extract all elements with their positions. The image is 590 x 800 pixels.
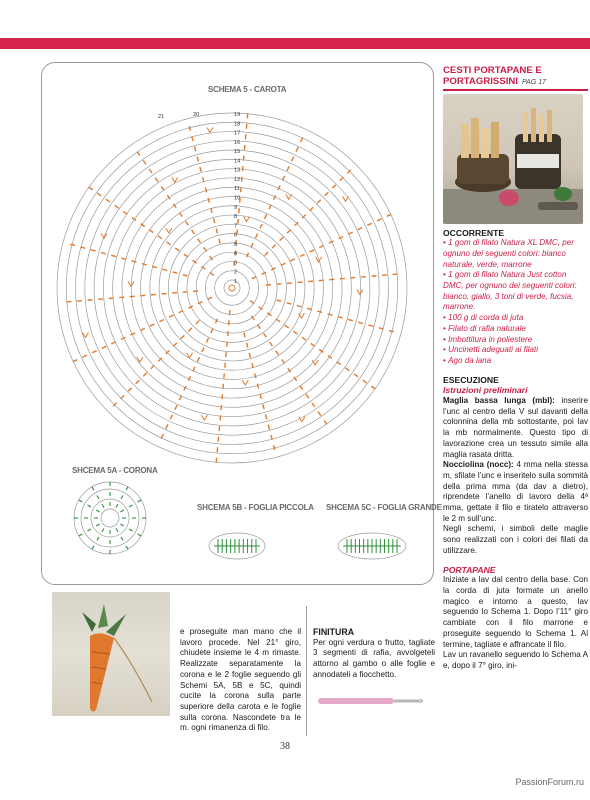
page-reference: PAG 17 [521, 79, 546, 86]
corona-stitch [120, 510, 123, 512]
stitch-mark [196, 320, 200, 324]
round-ring [94, 150, 370, 426]
stitch-mark [367, 223, 372, 225]
round-number-label: 5 [234, 241, 238, 248]
stitch-mark [278, 186, 280, 191]
increase-mark [166, 228, 172, 233]
round-number-label: 7 [234, 223, 238, 230]
portapane-paragraph-2: Lav un ravanello seguendo lo Schema A e, dopo il 7° giro, ini- [443, 650, 588, 670]
round-number-label: 14 [234, 158, 241, 165]
round-number-label: 8 [234, 214, 238, 221]
stitch-mark [210, 272, 214, 275]
stitch-mark [379, 328, 384, 329]
corona-stitch [126, 546, 128, 549]
stitch-mark [198, 302, 203, 304]
round-ring [196, 252, 268, 324]
round-number-label: 21 [158, 114, 165, 120]
sidebar-title-line1: CESTI PORTAPANE E [443, 65, 542, 76]
stitch-mark [170, 415, 172, 420]
stitch-mark [150, 324, 155, 326]
stitch-mark [246, 343, 247, 348]
round-number-label: 12 [234, 176, 241, 183]
stitch-mark [306, 394, 309, 398]
stitch-mark [206, 338, 208, 343]
increase-mark [242, 380, 248, 385]
stitch-mark [216, 228, 217, 233]
round-number-label: 11 [234, 186, 240, 193]
mbl-paragraph [443, 396, 588, 460]
increase-mark [244, 217, 250, 222]
stitch-mark [368, 325, 373, 326]
stitch-mark [91, 250, 96, 251]
stitch-mark [252, 363, 253, 368]
finitura-heading: FINITURA [313, 627, 355, 637]
round-number-label: 17 [234, 130, 241, 137]
stitch-mark [246, 253, 248, 258]
stitch-mark [211, 208, 212, 213]
stitch-mark [142, 264, 147, 265]
stitch-mark [287, 230, 291, 234]
round-ring [103, 159, 360, 416]
round-number-label: 9 [234, 204, 238, 211]
corona-stitch [120, 524, 123, 526]
round-ring [187, 243, 277, 333]
stitch-mark [183, 275, 188, 276]
stitch-mark [337, 362, 341, 365]
stitch-mark [283, 176, 285, 181]
corona-stitch [79, 500, 82, 502]
occorrente-heading: OCCORRENTE [443, 227, 505, 238]
stitch-mark [271, 435, 272, 440]
stitch-mark [252, 277, 257, 279]
stitch-mark [155, 178, 158, 182]
stitch-mark [181, 335, 185, 339]
round-number-label: 19 [234, 112, 241, 118]
stitch-mark [121, 258, 126, 259]
stitch-mark [250, 301, 254, 304]
corona-stitch [129, 529, 132, 531]
stitch-mark [287, 166, 289, 171]
stitch-mark [257, 384, 258, 389]
round-ring [178, 234, 287, 343]
stitch-mark [162, 269, 167, 270]
round-number-label: 4 [234, 251, 238, 258]
round-number-label: 6 [234, 232, 238, 239]
increase-mark [172, 177, 178, 182]
corona-stitch [87, 529, 90, 531]
stitch-mark [101, 252, 106, 253]
stitch-mark [173, 272, 178, 273]
stitch-mark [204, 247, 207, 251]
stitch-mark [179, 396, 181, 401]
stitch-mark [140, 328, 145, 330]
corona-stitch [97, 495, 99, 498]
stitch-mark [296, 147, 298, 152]
round-number-label: 16 [234, 139, 241, 146]
stitch-mark [265, 252, 269, 256]
stitch-mark [80, 247, 85, 248]
round-ring [215, 271, 250, 306]
increase-mark [201, 415, 207, 420]
mbl-text: inserire l’unc al centro della V sul davanti della colonnina della mb sottostante, poi lav la mb normalmente. Questo tipo di lavorazione crea un tessuto simile alla maglia rasata dritta. [443, 396, 588, 459]
material-item: • Ago da lana [443, 356, 588, 367]
corona-stitch [121, 495, 123, 498]
schema5a-title: SHCEMA 5A - CORONA [72, 466, 158, 475]
stitch-mark [273, 195, 275, 200]
round-ring [122, 178, 342, 398]
stitch-mark [137, 152, 140, 156]
stitch-mark [255, 373, 256, 378]
stitch-mark [215, 319, 217, 324]
stitch-mark [89, 187, 93, 190]
stitch-mark [264, 333, 267, 337]
round-number-label: 20 [193, 112, 200, 118]
stitch-mark [175, 405, 177, 410]
stitch-mark [301, 138, 303, 143]
stitch-mark [208, 198, 209, 203]
stitch-mark [338, 317, 343, 318]
stitch-mark [166, 424, 168, 429]
basket-illustration [443, 94, 583, 224]
stitch-mark [200, 167, 201, 172]
stitch-mark [123, 211, 127, 214]
stitch-mark [387, 214, 392, 216]
stitch-mark [152, 266, 157, 267]
column-divider [306, 606, 307, 736]
corona-stitch [96, 510, 99, 512]
stitch-mark [203, 177, 204, 182]
mbl-term: Maglia bassa lunga (mbl): [443, 396, 555, 406]
stitch-mark [188, 306, 193, 308]
stitch-mark [121, 337, 126, 339]
stitch-mark [194, 146, 195, 151]
stitch-mark [106, 199, 110, 202]
stitch-mark [169, 315, 174, 317]
stitch-mark [257, 325, 260, 329]
stitch-mark [214, 218, 215, 223]
istruzioni-heading: Istruzioni preliminari [443, 385, 528, 396]
stitch-mark [161, 186, 164, 190]
stitch-mark [189, 126, 190, 131]
stitch-mark [192, 230, 195, 234]
material-item: • Uncinetti adeguati ai filati [443, 345, 588, 356]
stitch-mark [179, 212, 182, 216]
stitch-mark [149, 230, 153, 233]
carrot-illustration [52, 592, 170, 716]
stitch-mark [207, 297, 212, 299]
stitch-mark [132, 261, 137, 262]
stitch-mark [260, 224, 262, 229]
round-number-label: 15 [234, 149, 241, 156]
stitch-mark [348, 232, 353, 234]
stitch-mark [282, 359, 285, 363]
stitch-mark [260, 394, 261, 399]
round-ring [168, 224, 295, 351]
stitch-mark [297, 306, 302, 307]
stitch-mark [167, 242, 171, 245]
round-number-label: 18 [234, 121, 241, 128]
round-ring [113, 169, 352, 408]
stitch-mark [111, 255, 116, 256]
stitch-mark [205, 187, 206, 192]
stitch-mark [264, 214, 266, 219]
stitch-mark [345, 368, 349, 371]
corona-stitch [79, 534, 82, 536]
stitch-mark [175, 248, 179, 251]
stitch-mark [389, 331, 394, 332]
corona-stitch [116, 504, 118, 507]
stitch-mark [188, 328, 192, 332]
schema5c-title: SHCEMA 5C - FOGLIA GRANDE [326, 503, 442, 512]
round-number-label: 3 [234, 260, 238, 267]
stitch-mark [70, 244, 75, 245]
nocc-paragraph [443, 460, 588, 524]
nocc-text: 4 mma nella stessa m, sfilate l’unc e inseritelo sulla sommità della prima mma (da dav a dietro), riprendete l’anello di lavoro della 4ª mma, gettate il filo e tiratelo attraverso le 2 m sull’unc. [443, 460, 588, 523]
stitch-mark [158, 236, 162, 239]
corona-stitch [116, 528, 118, 531]
sidebar-rule [443, 89, 588, 91]
round-number-label: 10 [234, 195, 241, 202]
material-item: • 100 g di corda di juta [443, 313, 588, 324]
page-number: 38 [280, 741, 290, 752]
stitch-mark [324, 420, 327, 424]
corona-stitch [102, 528, 104, 531]
increase-mark [207, 128, 213, 133]
stitch-mark [219, 239, 220, 244]
corona-stitch [129, 505, 132, 507]
stitch-mark [332, 185, 336, 189]
stitch-mark [328, 314, 333, 315]
stitch-mark [197, 357, 199, 362]
stitch-mark [211, 328, 213, 333]
stitch-mark [149, 169, 152, 173]
corona-stitch [138, 534, 141, 536]
corona-stitch [126, 487, 128, 490]
sidebar-title-line2-text: PORTAGRISSINI [443, 76, 518, 87]
stitch-mark [272, 245, 276, 249]
stitch-mark [312, 403, 315, 407]
stitch-mark [307, 308, 312, 309]
round-ring [205, 261, 258, 314]
schema5-title: SCHEMA 5 - CAROTA [208, 85, 287, 94]
basket-photo [443, 94, 583, 224]
corona-stitch [92, 546, 94, 549]
stitch-mark [244, 332, 245, 337]
stitch-mark [263, 404, 264, 409]
material-item: • 1 gom di filato Natura Just cotton DMC, per ognuno dei seguenti colori: bianco, giallo, 3 toni di verde, fucsia, marrone. [443, 270, 588, 313]
nocc-term: Nocciolina (nocc): [443, 460, 514, 470]
stitch-mark [188, 376, 190, 381]
stitch-mark [317, 200, 321, 204]
stitch-mark [269, 205, 271, 210]
round-number-label: 1 [234, 279, 238, 285]
carota-text: e proseguite man mano che il lavoro procede. Nel 21° giro, chiudete insieme le 4 m rimaste. Realizzate separatamente la corona e le 2 foglie seguendo gli Schemi 5A, 5B e 5C, quindi cucite la corona sulla parte superiore della carota e le foglie sulla corona. Nascondete tra le m. ogni rimanenza di filo. [180, 627, 301, 733]
watermark: PassionForum.ru [515, 777, 584, 787]
stitch-mark [358, 322, 363, 323]
stitch-mark [115, 205, 119, 208]
stitch-mark [300, 386, 303, 390]
round-ring [224, 280, 240, 296]
stitch-mark [185, 221, 188, 225]
stitch-mark [300, 254, 305, 256]
finitura-text: Per ogni verdura o frutto, tagliate 3 segmenti di rafia, avvolgeteli attorno al gambo o alle foglie e annodateli a fiocchetto. [313, 637, 435, 679]
corona-stitch [96, 524, 99, 526]
stitch-mark [363, 380, 367, 383]
stitch-mark [319, 245, 324, 247]
stitch-mark [340, 177, 344, 181]
corona-stitch [92, 487, 94, 490]
stitch-mark [371, 386, 375, 389]
increase-mark [343, 196, 349, 201]
stitch-mark [271, 268, 276, 270]
stitch-mark [184, 386, 186, 391]
stitch-mark [318, 412, 321, 416]
stitch-mark [198, 239, 201, 243]
stitch-mark [293, 331, 297, 334]
material-item: • 1 gom di filato Natura XL DMC, per ognuno dei seguenti colori: bianco naturale, verde, marrone [443, 238, 588, 270]
corona-stitch [97, 537, 99, 540]
stitch-mark [192, 136, 193, 141]
round-ring [159, 215, 305, 361]
finitura-block [313, 627, 435, 681]
round-number-label: 2 [234, 269, 238, 276]
stitch-mark [377, 219, 382, 221]
stitch-mark [143, 160, 146, 164]
stitch-mark [73, 360, 78, 362]
stitch-mark [136, 380, 140, 384]
stitch-mark [151, 365, 155, 369]
schemi-note: Negli schemi, i simboli delle maglie sono realizzati con i colori dei filati da utilizzare. [443, 524, 588, 555]
stitch-mark [266, 414, 267, 419]
stitch-mark [276, 300, 281, 301]
stitch-mark [311, 343, 315, 346]
stitch-mark [173, 343, 177, 347]
stitch-mark [302, 337, 306, 340]
stitch-mark [92, 351, 97, 353]
stitch-mark [274, 445, 275, 450]
stitch-mark [251, 243, 253, 248]
stitch-mark [97, 193, 101, 196]
stitch-mark [159, 320, 164, 322]
stitch-mark [358, 228, 363, 230]
stitch-mark [310, 207, 314, 211]
stitch-mark [262, 272, 267, 274]
magic-ring [229, 285, 235, 291]
carrot-photo [52, 592, 170, 716]
stitch-mark [290, 259, 295, 261]
stitch-mark [249, 353, 250, 358]
stitch-mark [179, 311, 184, 313]
stitch-mark [202, 348, 204, 353]
increase-mark [286, 194, 292, 199]
stitch-mark [121, 395, 125, 399]
stitch-mark [131, 333, 136, 335]
stitch-mark [268, 425, 269, 430]
stitch-mark [276, 351, 279, 355]
corona-stitch [138, 500, 141, 502]
round-number-label: 13 [234, 167, 241, 174]
schema5b-title: SHCEMA 5B - FOGLIA PICCOLA [197, 503, 314, 512]
materials-list [443, 238, 588, 366]
stitch-mark [348, 319, 353, 320]
portapane-paragraph: Iniziate a lav dal centro della base. Con la corda di juta formate un anello magico e intorno a questo, lav seguendo lo Schema 1. Dopo l’11° giro cambiate con il filo marrone e proseguite seguendo lo Schema 1. Al termine, tagliate e affrancate il filo. [443, 575, 588, 649]
stitch-mark [111, 342, 116, 344]
stitch-mark [128, 388, 132, 392]
stitch-mark [329, 241, 334, 243]
stitch-mark [270, 342, 273, 346]
esecuzione-heading: ESECUZIONE [443, 374, 499, 385]
stitch-mark [82, 355, 87, 357]
corona-stitch [121, 537, 123, 540]
material-item: • Filato di rafia naturale [443, 324, 588, 335]
stitch-mark [197, 157, 198, 162]
corona-stitch [87, 505, 90, 507]
stitch-mark [280, 237, 284, 241]
stitch-mark [287, 303, 292, 304]
increase-mark [357, 290, 363, 295]
stitch-mark [285, 325, 289, 328]
stitch-mark [317, 311, 322, 312]
stitch-mark [143, 373, 147, 377]
stitch-mark [102, 346, 107, 348]
stitch-mark [354, 374, 358, 377]
stitch-mark [255, 234, 257, 239]
stitch-mark [310, 250, 315, 252]
stitch-mark [184, 254, 188, 257]
corona-ring [81, 489, 139, 547]
portapane-heading: PORTAPANE [443, 564, 496, 575]
corona-stitch [102, 504, 104, 507]
crochet-hook-image [316, 694, 426, 708]
stitch-mark [161, 434, 163, 439]
round-ring [57, 113, 407, 463]
stitch-mark [281, 263, 286, 265]
stitch-mark [276, 319, 280, 322]
material-item: • Imbottitura in poliestere [443, 335, 588, 346]
stitch-mark [325, 192, 329, 196]
sidebar [443, 65, 588, 672]
stitch-mark [193, 367, 195, 372]
stitch-mark [339, 237, 344, 239]
corona-ring [101, 509, 119, 527]
stitch-mark [292, 157, 294, 162]
sidebar-title-line2 [443, 76, 588, 88]
